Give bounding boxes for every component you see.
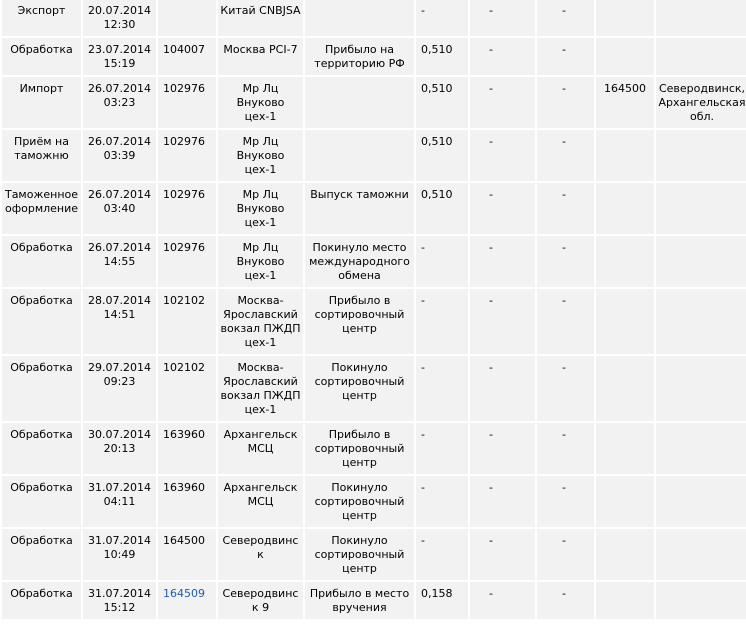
cod-text: - (562, 135, 566, 148)
cod-text: - (562, 4, 566, 17)
place-text: Архангельск МСЦ (223, 428, 298, 455)
destination-address-cell (656, 289, 746, 354)
operation-text: Импорт (19, 82, 64, 95)
destination-address-cell (656, 423, 746, 474)
date-cell (83, 183, 156, 234)
cod-cell (537, 356, 594, 421)
operation-cell (2, 38, 81, 75)
post-index-cell (158, 582, 216, 619)
attribute-cell (305, 356, 414, 421)
attribute-text: Покинуло сортировочный центр (314, 361, 405, 402)
post-index-cell (158, 423, 216, 474)
time-text: 10:49 (103, 548, 136, 561)
place-text: Северодвинск 9 (222, 587, 299, 614)
declared-value-text: - (489, 534, 493, 547)
operation-text: Таможенное оформление (4, 188, 79, 215)
operation-cell (2, 289, 81, 354)
post-index-cell (158, 77, 216, 128)
table-row (2, 77, 746, 128)
date-text: 30.07.2014 (88, 428, 151, 441)
declared-value-text: - (489, 587, 493, 600)
time-text: 15:12 (103, 601, 136, 614)
destination-index-cell (596, 0, 654, 36)
operation-text: Экспорт (17, 4, 66, 17)
operation-text: Обработка (10, 294, 73, 307)
cod-cell (537, 0, 594, 36)
weight-text: - (421, 428, 425, 441)
post-index-cell (158, 0, 216, 36)
declared-value-text: - (489, 82, 493, 95)
declared-value-text: - (489, 188, 493, 201)
operation-cell (2, 236, 81, 287)
destination-address-cell (656, 130, 746, 181)
declared-value-cell (470, 77, 535, 128)
time-text: 20:13 (103, 442, 136, 455)
cod-text: - (562, 587, 566, 600)
operation-text: Обработка (10, 534, 73, 547)
post-index-cell (158, 130, 216, 181)
date-cell (83, 0, 156, 36)
declared-value-text: - (489, 241, 493, 254)
declared-value-text: - (489, 4, 493, 17)
date-cell (83, 130, 156, 181)
place-cell (218, 476, 303, 527)
post-index-cell (158, 38, 216, 75)
operation-text: Обработка (10, 587, 73, 600)
time-text: 14:55 (103, 255, 136, 268)
attribute-text: Прибыло на территорию РФ (314, 43, 405, 70)
date-cell (83, 529, 156, 580)
destination-index-cell (596, 183, 654, 234)
operation-text: Обработка (10, 361, 73, 374)
cod-text: - (562, 534, 566, 547)
date-cell (83, 356, 156, 421)
declared-value-cell (470, 38, 535, 75)
place-cell (218, 130, 303, 181)
destination-address-cell (656, 529, 746, 580)
attribute-cell (305, 130, 414, 181)
post-index-cell (158, 476, 216, 527)
declared-value-cell (470, 236, 535, 287)
post-index-cell (158, 356, 216, 421)
date-text: 20.07.2014 (88, 4, 151, 17)
weight-text: 0,510 (421, 82, 453, 95)
attribute-cell (305, 582, 414, 619)
declared-value-cell (470, 130, 535, 181)
post-index-text: 164500 (163, 534, 205, 547)
attribute-cell (305, 423, 414, 474)
place-cell (218, 423, 303, 474)
post-index-text: 102976 (163, 188, 205, 201)
destination-address-cell (656, 476, 746, 527)
attribute-cell (305, 77, 414, 128)
weight-cell (416, 183, 468, 234)
date-cell (83, 77, 156, 128)
place-cell (218, 582, 303, 619)
attribute-text: Прибыло в место вручения (309, 587, 410, 614)
destination-index-cell (596, 582, 654, 619)
table-row (2, 183, 746, 234)
cod-cell (537, 289, 594, 354)
weight-text: 0,158 (421, 587, 453, 600)
date-text: 26.07.2014 (88, 82, 151, 95)
table-row (2, 476, 746, 527)
weight-text: - (421, 481, 425, 494)
time-text: 12:30 (103, 18, 136, 31)
post-index-text: 102102 (163, 361, 205, 374)
attribute-cell (305, 476, 414, 527)
weight-cell (416, 476, 468, 527)
cod-text: - (562, 361, 566, 374)
destination-index-cell (596, 476, 654, 527)
place-cell (218, 529, 303, 580)
place-cell (218, 38, 303, 75)
weight-cell (416, 130, 468, 181)
cod-text: - (562, 43, 566, 56)
destination-address-cell (656, 38, 746, 75)
operation-cell (2, 476, 81, 527)
tracking-rows (2, 0, 746, 619)
operation-cell (2, 423, 81, 474)
place-cell (218, 236, 303, 287)
date-cell (83, 582, 156, 619)
declared-value-cell (470, 476, 535, 527)
post-index-cell (158, 183, 216, 234)
table-row (2, 582, 746, 619)
weight-cell (416, 582, 468, 619)
attribute-cell (305, 529, 414, 580)
time-text: 03:40 (103, 202, 136, 215)
date-text: 23.07.2014 (88, 43, 151, 56)
destination-address-cell (656, 236, 746, 287)
post-index-text: 102976 (163, 135, 205, 148)
cod-text: - (562, 82, 566, 95)
declared-value-cell (470, 289, 535, 354)
destination-index-cell (596, 423, 654, 474)
operation-cell (2, 529, 81, 580)
operation-cell (2, 356, 81, 421)
attribute-cell (305, 38, 414, 75)
cod-cell (537, 423, 594, 474)
declared-value-cell (470, 529, 535, 580)
cod-cell (537, 529, 594, 580)
place-text: Мр Лц Внуково цех-1 (236, 135, 285, 176)
place-text: Китай CNBJSA (220, 4, 301, 17)
operation-text: Обработка (10, 428, 73, 441)
destination-index-cell (596, 289, 654, 354)
cod-cell (537, 582, 594, 619)
place-cell (218, 356, 303, 421)
table-row (2, 289, 746, 354)
cod-cell (537, 38, 594, 75)
declared-value-cell (470, 356, 535, 421)
time-text: 03:39 (103, 149, 136, 162)
attribute-cell (305, 0, 414, 36)
declared-value-cell (470, 423, 535, 474)
place-text: Москва-Ярославский вокзал ПЖДП цех-1 (220, 294, 301, 349)
attribute-text: Прибыло в сортировочный центр (314, 294, 405, 335)
post-index-link[interactable]: 164509 (163, 587, 205, 600)
date-text: 28.07.2014 (88, 294, 151, 307)
post-index-cell (158, 289, 216, 354)
weight-cell (416, 529, 468, 580)
post-index-text: 102976 (163, 82, 205, 95)
destination-index-cell (596, 529, 654, 580)
date-text: 26.07.2014 (88, 241, 151, 254)
destination-address-text: Северодвинск, Архангельская обл. (658, 82, 746, 123)
weight-cell (416, 38, 468, 75)
weight-cell (416, 423, 468, 474)
time-text: 15:19 (103, 57, 136, 70)
declared-value-text: - (489, 294, 493, 307)
attribute-text: Выпуск таможни (310, 188, 409, 201)
date-cell (83, 476, 156, 527)
cod-text: - (562, 188, 566, 201)
post-index-text: 102102 (163, 294, 205, 307)
post-index-text: 163960 (163, 428, 205, 441)
cod-cell (537, 236, 594, 287)
weight-text: - (421, 4, 425, 17)
time-text: 04:11 (103, 495, 136, 508)
date-cell (83, 423, 156, 474)
cod-cell (537, 476, 594, 527)
declared-value-cell (470, 183, 535, 234)
place-cell (218, 77, 303, 128)
declared-value-text: - (489, 428, 493, 441)
post-index-cell (158, 529, 216, 580)
weight-cell (416, 356, 468, 421)
time-text: 09:23 (103, 375, 136, 388)
attribute-cell (305, 289, 414, 354)
destination-address-cell (656, 0, 746, 36)
attribute-text: Покинуло место международного обмена (309, 241, 410, 282)
weight-text: 0,510 (421, 43, 453, 56)
attribute-text: Прибыло в сортировочный центр (314, 428, 405, 469)
post-index-cell (158, 236, 216, 287)
operation-text: Обработка (10, 481, 73, 494)
destination-address-cell (656, 356, 746, 421)
operation-text: Обработка (10, 241, 73, 254)
table-row (2, 423, 746, 474)
operation-text: Обработка (10, 43, 73, 56)
attribute-cell (305, 183, 414, 234)
date-text: 31.07.2014 (88, 534, 151, 547)
cod-text: - (562, 481, 566, 494)
place-text: Мр Лц Внуково цех-1 (236, 82, 285, 123)
weight-cell (416, 289, 468, 354)
place-text: Северодвинск (222, 534, 299, 561)
date-cell (83, 236, 156, 287)
operation-cell (2, 183, 81, 234)
destination-address-cell (656, 183, 746, 234)
place-cell (218, 183, 303, 234)
time-text: 14:51 (103, 308, 136, 321)
destination-index-cell (596, 356, 654, 421)
operation-cell (2, 130, 81, 181)
place-cell (218, 289, 303, 354)
date-text: 31.07.2014 (88, 481, 151, 494)
place-text: Архангельск МСЦ (223, 481, 298, 508)
destination-index-cell (596, 236, 654, 287)
cod-text: - (562, 294, 566, 307)
table-row (2, 38, 746, 75)
destination-index-cell (596, 77, 654, 128)
destination-address-cell (656, 77, 746, 128)
weight-text: - (421, 294, 425, 307)
date-cell (83, 38, 156, 75)
table-row (2, 0, 746, 36)
place-text: Москва-Ярославский вокзал ПЖДП цех-1 (220, 361, 301, 416)
destination-index-cell (596, 130, 654, 181)
weight-text: - (421, 361, 425, 374)
date-cell (83, 289, 156, 354)
weight-text: 0,510 (421, 188, 453, 201)
declared-value-cell (470, 582, 535, 619)
post-index-text: 102976 (163, 241, 205, 254)
declared-value-cell (470, 0, 535, 36)
cod-cell (537, 130, 594, 181)
declared-value-text: - (489, 43, 493, 56)
operation-cell (2, 0, 81, 36)
cod-cell (537, 77, 594, 128)
cod-text: - (562, 241, 566, 254)
weight-text: 0,510 (421, 135, 453, 148)
destination-address-cell (656, 582, 746, 619)
weight-cell (416, 77, 468, 128)
operation-text: Приём на таможню (14, 135, 69, 162)
weight-cell (416, 236, 468, 287)
declared-value-text: - (489, 135, 493, 148)
cod-text: - (562, 428, 566, 441)
date-text: 31.07.2014 (88, 587, 151, 600)
destination-index-text: 164500 (604, 82, 646, 95)
weight-text: - (421, 534, 425, 547)
table-row (2, 130, 746, 181)
declared-value-text: - (489, 481, 493, 494)
place-text: Москва PCI-7 (223, 43, 298, 56)
place-cell (218, 0, 303, 36)
place-text: Мр Лц Внуково цех-1 (236, 241, 285, 282)
place-text: Мр Лц Внуково цех-1 (236, 188, 285, 229)
date-text: 29.07.2014 (88, 361, 151, 374)
weight-text: - (421, 241, 425, 254)
declared-value-text: - (489, 361, 493, 374)
table-row (2, 356, 746, 421)
destination-index-cell (596, 38, 654, 75)
weight-cell (416, 0, 468, 36)
post-index-text: 163960 (163, 481, 205, 494)
cod-cell (537, 183, 594, 234)
table-row (2, 236, 746, 287)
operation-cell (2, 582, 81, 619)
attribute-text: Покинуло сортировочный центр (314, 481, 405, 522)
date-text: 26.07.2014 (88, 188, 151, 201)
time-text: 03:23 (103, 96, 136, 109)
attribute-text: Покинуло сортировочный центр (314, 534, 405, 575)
table-row (2, 529, 746, 580)
attribute-cell (305, 236, 414, 287)
post-index-text: 104007 (163, 43, 205, 56)
date-text: 26.07.2014 (88, 135, 151, 148)
operation-cell (2, 77, 81, 128)
